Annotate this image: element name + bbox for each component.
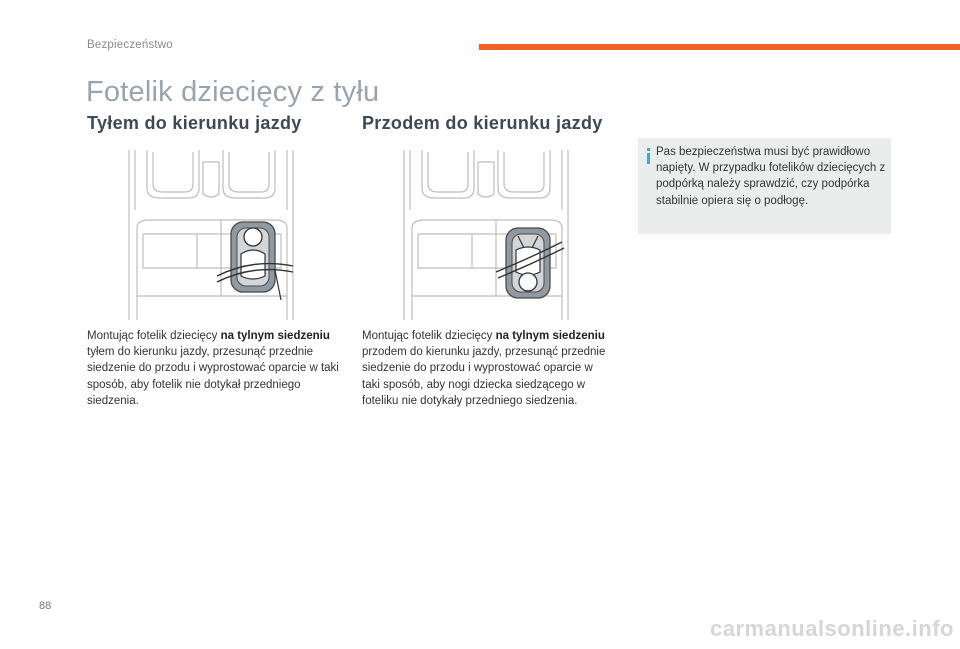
watermark: carmanualsonline.info [710,616,954,641]
rear-facing-instructions: Montując fotelik dziecięcy na tylnym siedzeniu tyłem do kierunku jazdy, przesunąć przednie siedzenie do przodu i wyprostować oparcie w taki sposób, aby fotelik nie dotykał przedniego siedzenia. [87,330,339,407]
info-icon [645,148,655,164]
heading-forward-facing: Przodem do kierunku jazdy [362,113,603,133]
note-text: Pas bezpieczeństwa musi być prawidłowo napięty. W przypadku fotelików dziecięcych z podpórką należy sprawdzić, czy podpórka stabilnie opiera się o podłogę. [656,146,886,207]
page-number: 88 [39,600,52,612]
rear-facing-seat-illustration [125,150,297,320]
forward-facing-instructions: Montując fotelik dziecięcy na tylnym siedzeniu przodem do kierunku jazdy, przesunąć przednie siedzenie do przodu i wyprostować oparcie w taki sposób, aby nogi dziecka siedzącego w foteliku nie dotykały przedniego siedzenia. [362,330,606,407]
header-accent-bar [479,44,960,50]
page-title: Fotelik dziecięcy z tyłu [86,76,380,108]
heading-rear-facing: Tyłem do kierunku jazdy [87,113,302,133]
section-label: Bezpieczeństwo [87,39,173,51]
forward-facing-seat-illustration [400,150,572,320]
